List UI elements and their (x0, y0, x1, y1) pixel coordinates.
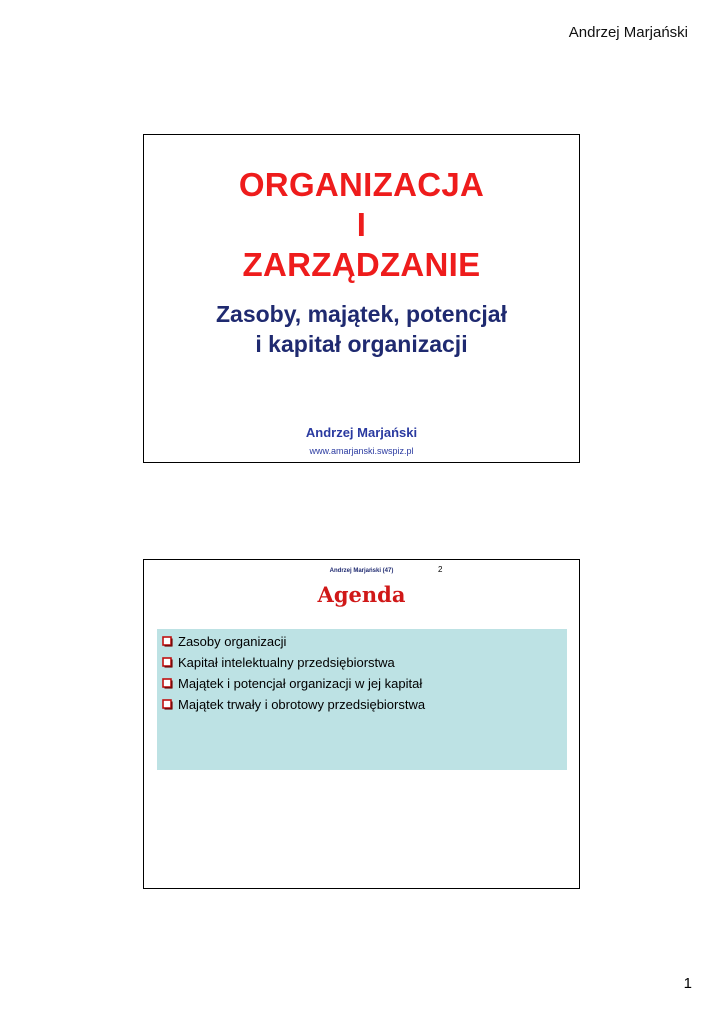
checkbox-square-icon (161, 698, 174, 711)
agenda-list (157, 629, 567, 770)
slide-subtitle-line-2: i kapitał organizacji (255, 331, 468, 357)
checkbox-square-icon (161, 677, 174, 690)
agenda-item-label: Majątek trwały i obrotowy przedsiębiorstwa (178, 697, 426, 712)
slide-title-line-1: ORGANIZACJA (238, 166, 485, 203)
agenda-item-label: Majątek i potencjał organizacji w jej kapitał (178, 676, 423, 691)
agenda-item (161, 694, 567, 715)
agenda-slide (143, 559, 580, 889)
checkbox-square-icon (161, 656, 174, 669)
checkbox-square-icon (161, 635, 174, 648)
slide-number: 2 (438, 565, 443, 574)
agenda-item (161, 652, 567, 673)
slide-title-line-3: ZARZĄDZANIE (242, 246, 481, 283)
page-header: Andrzej Marjański (568, 24, 688, 41)
title-slide (143, 134, 580, 463)
author-website: www.amarjanski.swspiz.pl (309, 446, 414, 456)
agenda-item (161, 631, 567, 652)
agenda-title: Agenda (317, 582, 406, 607)
slide-title-line-2: I (356, 206, 367, 243)
author-name: Andrzej Marjański (305, 425, 418, 440)
slide-header: Andrzej Marjański (47) (329, 568, 394, 574)
agenda-item (161, 673, 567, 694)
agenda-item-label: Kapitał intelektualny przedsiębiorstwa (178, 655, 395, 670)
slide-subtitle-line-1: Zasoby, majątek, potencjał (215, 301, 507, 327)
agenda-item-label: Zasoby organizacji (178, 634, 287, 649)
page-number: 1 (683, 975, 692, 992)
